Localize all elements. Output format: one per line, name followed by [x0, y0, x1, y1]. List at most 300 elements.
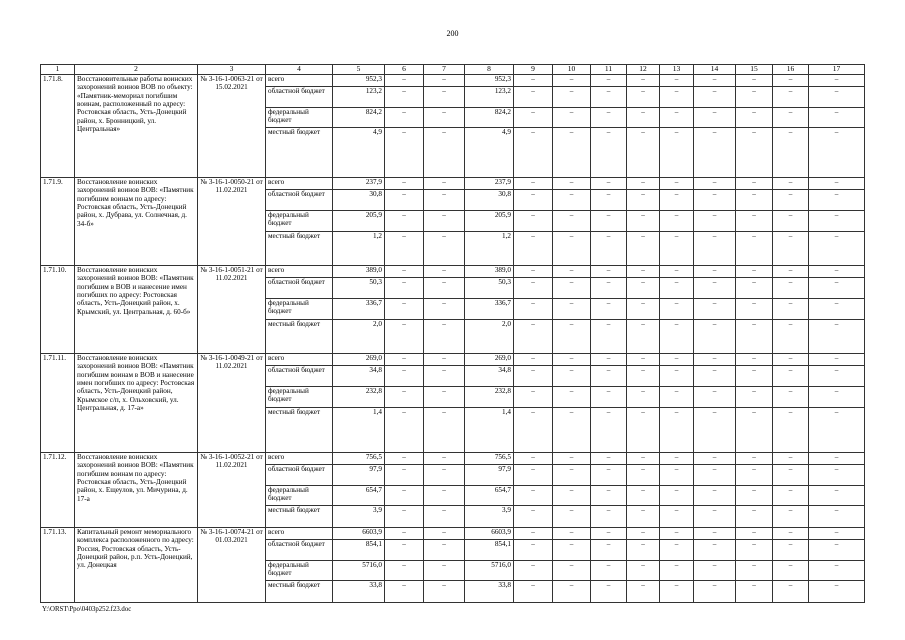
amount-total: 952,3: [333, 74, 385, 86]
empty-dash: –: [514, 527, 553, 539]
empty-dash: –: [627, 298, 660, 319]
empty-dash: –: [627, 407, 660, 452]
empty-dash: –: [660, 365, 694, 386]
empty-dash: –: [627, 485, 660, 505]
empty-dash: –: [809, 539, 865, 560]
empty-dash: –: [514, 127, 553, 177]
empty-dash: –: [809, 319, 865, 353]
column-header: 11: [591, 65, 627, 75]
empty-dash: –: [424, 210, 465, 231]
amount-2021: 952,3: [465, 74, 514, 86]
empty-dash: –: [591, 452, 627, 464]
empty-dash: –: [424, 74, 465, 86]
empty-dash: –: [627, 189, 660, 210]
empty-dash: –: [809, 365, 865, 386]
funding-source: всего: [266, 74, 333, 86]
empty-dash: –: [694, 265, 736, 277]
empty-dash: –: [627, 452, 660, 464]
empty-dash: –: [660, 539, 694, 560]
empty-dash: –: [591, 464, 627, 485]
empty-dash: –: [424, 580, 465, 602]
amount-total: 2,0: [333, 319, 385, 353]
empty-dash: –: [627, 231, 660, 265]
empty-dash: –: [660, 265, 694, 277]
empty-dash: –: [591, 560, 627, 580]
empty-dash: –: [424, 527, 465, 539]
column-header: 3: [198, 65, 266, 75]
empty-dash: –: [424, 107, 465, 127]
empty-dash: –: [736, 210, 773, 231]
amount-2021: 824,2: [465, 107, 514, 127]
empty-dash: –: [736, 365, 773, 386]
empty-dash: –: [627, 505, 660, 527]
empty-dash: –: [627, 527, 660, 539]
item-number: 1.71.13.: [41, 527, 75, 602]
empty-dash: –: [424, 365, 465, 386]
empty-dash: –: [809, 210, 865, 231]
empty-dash: –: [424, 505, 465, 527]
empty-dash: –: [514, 539, 553, 560]
empty-dash: –: [553, 319, 591, 353]
empty-dash: –: [424, 386, 465, 407]
empty-dash: –: [736, 86, 773, 107]
empty-dash: –: [424, 485, 465, 505]
empty-dash: –: [591, 365, 627, 386]
funding-source: областной бюджет: [266, 189, 333, 210]
empty-dash: –: [514, 265, 553, 277]
amount-total: 389,0: [333, 265, 385, 277]
empty-dash: –: [591, 298, 627, 319]
empty-dash: –: [514, 464, 553, 485]
amount-2021: 232,8: [465, 386, 514, 407]
empty-dash: –: [660, 505, 694, 527]
empty-dash: –: [627, 107, 660, 127]
empty-dash: –: [627, 319, 660, 353]
empty-dash: –: [773, 86, 809, 107]
empty-dash: –: [591, 580, 627, 602]
empty-dash: –: [385, 177, 424, 189]
empty-dash: –: [694, 452, 736, 464]
amount-total: 824,2: [333, 107, 385, 127]
funding-source: федеральный бюджет: [266, 560, 333, 580]
empty-dash: –: [514, 407, 553, 452]
empty-dash: –: [553, 189, 591, 210]
amount-2021: 33,8: [465, 580, 514, 602]
empty-dash: –: [809, 527, 865, 539]
funding-source: областной бюджет: [266, 277, 333, 298]
empty-dash: –: [773, 464, 809, 485]
empty-dash: –: [736, 298, 773, 319]
empty-dash: –: [773, 527, 809, 539]
document-ref: № 3-16-1-0050-21 от 11.02.2021: [198, 177, 266, 265]
empty-dash: –: [809, 74, 865, 86]
file-path-footer: Y:\ORST\Ppo\0403p252.f23.doc: [42, 606, 132, 613]
amount-2021: 50,3: [465, 277, 514, 298]
empty-dash: –: [809, 353, 865, 365]
empty-dash: –: [385, 464, 424, 485]
empty-dash: –: [773, 539, 809, 560]
empty-dash: –: [809, 231, 865, 265]
empty-dash: –: [627, 277, 660, 298]
empty-dash: –: [591, 485, 627, 505]
empty-dash: –: [694, 231, 736, 265]
empty-dash: –: [736, 265, 773, 277]
amount-2021: 30,8: [465, 189, 514, 210]
amount-2021: 3,9: [465, 505, 514, 527]
empty-dash: –: [591, 231, 627, 265]
document-ref: № 3-16-1-0049-21 от 11.02.2021: [198, 353, 266, 452]
amount-2021: 2,0: [465, 319, 514, 353]
funding-source: областной бюджет: [266, 365, 333, 386]
empty-dash: –: [591, 539, 627, 560]
empty-dash: –: [773, 265, 809, 277]
funding-source: всего: [266, 353, 333, 365]
item-name: Капитальный ремонт мемориального комплекса расположенного по адресу: Россия, Ростовская область, Усть-Донецкий район, р.п. Усть-Донецкий, ул. Донецкая: [75, 527, 198, 602]
empty-dash: –: [591, 177, 627, 189]
empty-dash: –: [736, 127, 773, 177]
document-ref: № 3-16-1-0051-21 от 11.02.2021: [198, 265, 266, 353]
empty-dash: –: [553, 210, 591, 231]
empty-dash: –: [736, 74, 773, 86]
funding-source: областной бюджет: [266, 86, 333, 107]
amount-total: 854,1: [333, 539, 385, 560]
empty-dash: –: [627, 353, 660, 365]
amount-total: 269,0: [333, 353, 385, 365]
empty-dash: –: [660, 386, 694, 407]
empty-dash: –: [694, 539, 736, 560]
funding-source: всего: [266, 527, 333, 539]
empty-dash: –: [694, 210, 736, 231]
table-row: [41, 74, 865, 86]
empty-dash: –: [385, 527, 424, 539]
funding-source: местный бюджет: [266, 580, 333, 602]
empty-dash: –: [694, 505, 736, 527]
amount-2021: 269,0: [465, 353, 514, 365]
amount-total: 654,7: [333, 485, 385, 505]
empty-dash: –: [773, 485, 809, 505]
empty-dash: –: [553, 107, 591, 127]
empty-dash: –: [809, 485, 865, 505]
empty-dash: –: [591, 353, 627, 365]
empty-dash: –: [736, 527, 773, 539]
empty-dash: –: [773, 277, 809, 298]
empty-dash: –: [591, 527, 627, 539]
amount-total: 50,3: [333, 277, 385, 298]
empty-dash: –: [385, 74, 424, 86]
empty-dash: –: [773, 580, 809, 602]
empty-dash: –: [385, 539, 424, 560]
amount-total: 97,9: [333, 464, 385, 485]
empty-dash: –: [694, 74, 736, 86]
empty-dash: –: [424, 452, 465, 464]
empty-dash: –: [660, 86, 694, 107]
empty-dash: –: [694, 527, 736, 539]
empty-dash: –: [385, 505, 424, 527]
empty-dash: –: [424, 407, 465, 452]
amount-total: 3,9: [333, 505, 385, 527]
empty-dash: –: [424, 464, 465, 485]
empty-dash: –: [694, 386, 736, 407]
empty-dash: –: [385, 277, 424, 298]
empty-dash: –: [736, 319, 773, 353]
amount-2021: 756,5: [465, 452, 514, 464]
empty-dash: –: [385, 452, 424, 464]
empty-dash: –: [424, 127, 465, 177]
empty-dash: –: [514, 231, 553, 265]
empty-dash: –: [591, 265, 627, 277]
empty-dash: –: [385, 560, 424, 580]
column-header: 14: [694, 65, 736, 75]
amount-total: 756,5: [333, 452, 385, 464]
empty-dash: –: [553, 464, 591, 485]
empty-dash: –: [773, 298, 809, 319]
empty-dash: –: [591, 107, 627, 127]
empty-dash: –: [809, 464, 865, 485]
empty-dash: –: [553, 527, 591, 539]
empty-dash: –: [627, 210, 660, 231]
empty-dash: –: [385, 485, 424, 505]
empty-dash: –: [591, 277, 627, 298]
empty-dash: –: [591, 189, 627, 210]
empty-dash: –: [385, 319, 424, 353]
empty-dash: –: [514, 353, 553, 365]
column-header: 4: [266, 65, 333, 75]
empty-dash: –: [809, 386, 865, 407]
empty-dash: –: [773, 407, 809, 452]
item-name: Восстановление воинских захоронений воинов ВОВ: «Памятник погибшим в ВОВ и нанесение имен погибших по адресу: Ростовская область, Усть-Донецкий район, х. Крымский, ул. Центральная, д. 60-б»: [75, 265, 198, 353]
empty-dash: –: [809, 277, 865, 298]
empty-dash: –: [773, 127, 809, 177]
amount-2021: 1,4: [465, 407, 514, 452]
empty-dash: –: [660, 298, 694, 319]
amount-total: 33,8: [333, 580, 385, 602]
empty-dash: –: [385, 386, 424, 407]
empty-dash: –: [736, 580, 773, 602]
item-name: Восстановление воинских захоронений воинов ВОВ: «Памятник погибшим воинам по адресу: Ростовская область, Усть-Донецкий район, х. Дубрава, ул. Солнечная, д. 34-б»: [75, 177, 198, 265]
empty-dash: –: [694, 580, 736, 602]
empty-dash: –: [736, 560, 773, 580]
empty-dash: –: [514, 365, 553, 386]
empty-dash: –: [660, 353, 694, 365]
empty-dash: –: [736, 539, 773, 560]
amount-total: 237,9: [333, 177, 385, 189]
empty-dash: –: [514, 386, 553, 407]
empty-dash: –: [627, 464, 660, 485]
amount-2021: 854,1: [465, 539, 514, 560]
empty-dash: –: [553, 127, 591, 177]
empty-dash: –: [694, 560, 736, 580]
empty-dash: –: [694, 365, 736, 386]
empty-dash: –: [773, 107, 809, 127]
empty-dash: –: [773, 386, 809, 407]
empty-dash: –: [660, 464, 694, 485]
empty-dash: –: [809, 298, 865, 319]
empty-dash: –: [773, 353, 809, 365]
empty-dash: –: [514, 560, 553, 580]
page-number: 200: [446, 29, 459, 38]
empty-dash: –: [514, 189, 553, 210]
empty-dash: –: [424, 277, 465, 298]
item-number: 1.71.9.: [41, 177, 75, 265]
amount-2021: 1,2: [465, 231, 514, 265]
empty-dash: –: [736, 407, 773, 452]
empty-dash: –: [736, 353, 773, 365]
empty-dash: –: [660, 319, 694, 353]
empty-dash: –: [385, 189, 424, 210]
empty-dash: –: [773, 365, 809, 386]
empty-dash: –: [773, 505, 809, 527]
document-ref: № 3-16-1-0052-21 от 11.02.2021: [198, 452, 266, 527]
empty-dash: –: [627, 86, 660, 107]
empty-dash: –: [809, 86, 865, 107]
amount-total: 232,8: [333, 386, 385, 407]
empty-dash: –: [809, 505, 865, 527]
amount-total: 5716,0: [333, 560, 385, 580]
amount-2021: 654,7: [465, 485, 514, 505]
empty-dash: –: [424, 86, 465, 107]
column-header: 12: [627, 65, 660, 75]
empty-dash: –: [514, 485, 553, 505]
funding-source: федеральный бюджет: [266, 298, 333, 319]
empty-dash: –: [736, 177, 773, 189]
empty-dash: –: [514, 298, 553, 319]
empty-dash: –: [736, 464, 773, 485]
empty-dash: –: [694, 298, 736, 319]
empty-dash: –: [660, 231, 694, 265]
empty-dash: –: [773, 319, 809, 353]
column-number-row: [41, 65, 865, 75]
empty-dash: –: [694, 86, 736, 107]
empty-dash: –: [736, 386, 773, 407]
empty-dash: –: [694, 189, 736, 210]
column-header: 1: [41, 65, 75, 75]
empty-dash: –: [553, 298, 591, 319]
empty-dash: –: [385, 298, 424, 319]
empty-dash: –: [660, 277, 694, 298]
empty-dash: –: [424, 231, 465, 265]
empty-dash: –: [591, 210, 627, 231]
empty-dash: –: [627, 365, 660, 386]
empty-dash: –: [514, 86, 553, 107]
empty-dash: –: [660, 210, 694, 231]
column-header: 9: [514, 65, 553, 75]
empty-dash: –: [591, 127, 627, 177]
amount-2021: 34,8: [465, 365, 514, 386]
empty-dash: –: [773, 210, 809, 231]
funding-source: местный бюджет: [266, 407, 333, 452]
empty-dash: –: [591, 319, 627, 353]
funding-source: местный бюджет: [266, 319, 333, 353]
funding-source: федеральный бюджет: [266, 107, 333, 127]
empty-dash: –: [809, 407, 865, 452]
empty-dash: –: [627, 265, 660, 277]
funding-source: федеральный бюджет: [266, 485, 333, 505]
empty-dash: –: [553, 74, 591, 86]
item-name: Восстановление воинских захоронений воинов ВОВ: «Памятник погибшим воинам в ВОВ и нанесение имен погибших по адресу: Ростовская область, Усть-Донецкий район, Крымское с/п, х. Ольховский, ул. Центральная, д. 17-а»: [75, 353, 198, 452]
empty-dash: –: [773, 560, 809, 580]
funding-source: областной бюджет: [266, 539, 333, 560]
amount-total: 34,8: [333, 365, 385, 386]
empty-dash: –: [736, 107, 773, 127]
empty-dash: –: [591, 505, 627, 527]
empty-dash: –: [385, 86, 424, 107]
empty-dash: –: [773, 452, 809, 464]
table-row: [41, 452, 865, 464]
empty-dash: –: [660, 177, 694, 189]
empty-dash: –: [660, 580, 694, 602]
amount-2021: 97,9: [465, 464, 514, 485]
empty-dash: –: [736, 231, 773, 265]
amount-2021: 389,0: [465, 265, 514, 277]
empty-dash: –: [627, 560, 660, 580]
empty-dash: –: [514, 107, 553, 127]
empty-dash: –: [424, 265, 465, 277]
empty-dash: –: [627, 74, 660, 86]
amount-2021: 237,9: [465, 177, 514, 189]
empty-dash: –: [514, 580, 553, 602]
empty-dash: –: [385, 353, 424, 365]
empty-dash: –: [773, 177, 809, 189]
column-header: 17: [809, 65, 865, 75]
empty-dash: –: [553, 485, 591, 505]
empty-dash: –: [694, 277, 736, 298]
amount-total: 336,7: [333, 298, 385, 319]
funding-source: всего: [266, 265, 333, 277]
empty-dash: –: [424, 539, 465, 560]
amount-2021: 6603,9: [465, 527, 514, 539]
empty-dash: –: [809, 265, 865, 277]
empty-dash: –: [514, 505, 553, 527]
empty-dash: –: [694, 407, 736, 452]
item-number: 1.71.8.: [41, 74, 75, 177]
empty-dash: –: [809, 580, 865, 602]
empty-dash: –: [385, 107, 424, 127]
amount-total: 123,2: [333, 86, 385, 107]
document-ref: № 3-16-1-0063-21 от 15.02.2021: [198, 74, 266, 177]
empty-dash: –: [424, 177, 465, 189]
funding-source: местный бюджет: [266, 127, 333, 177]
item-number: 1.71.11.: [41, 353, 75, 452]
amount-total: 4,9: [333, 127, 385, 177]
empty-dash: –: [736, 505, 773, 527]
empty-dash: –: [553, 580, 591, 602]
funding-source: местный бюджет: [266, 505, 333, 527]
empty-dash: –: [736, 485, 773, 505]
funding-source: всего: [266, 452, 333, 464]
empty-dash: –: [553, 177, 591, 189]
funding-table: [40, 64, 865, 603]
empty-dash: –: [694, 485, 736, 505]
column-header: 8: [465, 65, 514, 75]
empty-dash: –: [553, 265, 591, 277]
empty-dash: –: [627, 386, 660, 407]
amount-2021: 336,7: [465, 298, 514, 319]
empty-dash: –: [385, 265, 424, 277]
empty-dash: –: [694, 177, 736, 189]
empty-dash: –: [773, 74, 809, 86]
empty-dash: –: [514, 74, 553, 86]
empty-dash: –: [385, 210, 424, 231]
empty-dash: –: [809, 560, 865, 580]
empty-dash: –: [627, 580, 660, 602]
empty-dash: –: [694, 353, 736, 365]
table-row: [41, 527, 865, 539]
empty-dash: –: [660, 560, 694, 580]
amount-total: 1,2: [333, 231, 385, 265]
empty-dash: –: [553, 505, 591, 527]
empty-dash: –: [694, 464, 736, 485]
amount-2021: 123,2: [465, 86, 514, 107]
